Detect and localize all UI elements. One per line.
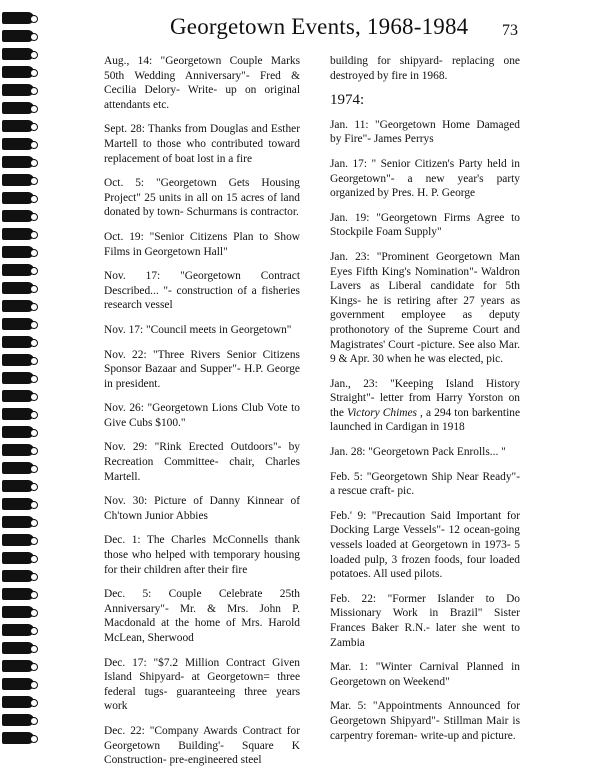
binding-coil — [2, 210, 34, 222]
binding-coil — [2, 282, 34, 294]
entry-text: Jan., 23: "Keeping Island History Straight"- letter from Harry Yorston on the — [330, 377, 520, 419]
entry: Dec. 1: The Charles McConnells thank those who helped with temporary housing for their children after their fire — [104, 534, 300, 576]
entry: Jan. 28: "Georgetown Pack Enrolls... " — [330, 446, 506, 459]
entry: Nov. 26: "Georgetown Lions Club Vote to Give Cubs $100." — [104, 402, 300, 429]
binding-coil — [2, 624, 34, 636]
entry: Nov. 22: "Three Rivers Senior Citizens Sponsor Bazaar and Supper"- H.P. George in president. — [104, 348, 300, 390]
entry — [330, 377, 520, 435]
binding-coil — [2, 246, 34, 258]
binding-coil — [2, 408, 34, 420]
year-heading: 1974: — [330, 92, 365, 109]
entry: Dec. 17: "$7.2 Million Contract Given Island Shipyard- at Georgetown= three federal tugs- guaranteeing three years work — [104, 656, 300, 713]
page-title: Georgetown Events, 1968-1984 — [170, 14, 469, 39]
binding-coil — [2, 354, 34, 366]
entry: Feb. 22: "Former Islander to Do Missionary Work in Brazil" Sister Frances Baker R.N.- later she went to Zambia — [330, 592, 520, 649]
binding-coil — [2, 264, 34, 276]
binding-coil — [2, 372, 34, 384]
binding-coil — [2, 156, 34, 168]
spiral-binding — [0, 0, 40, 746]
entry: Nov. 30: Picture of Danny Kinnear of Ch'town Junior Abbies — [104, 495, 300, 522]
binding-coil — [2, 498, 34, 510]
entry: Jan. 11: "Georgetown Home Damaged by Fire"- James Perrys — [330, 118, 520, 146]
entry: Sept. 28: Thanks from Douglas and Esther Martell to those who contributed toward replacement of boat lost in a fire — [104, 123, 300, 165]
entry-continuation: building for shipyard- replacing one destroyed by fire in 1968. — [330, 55, 520, 82]
binding-coil — [2, 318, 34, 330]
binding-coil — [2, 30, 34, 42]
binding-coil — [2, 462, 34, 474]
entry: Feb. 5: "Georgetown Ship Near Ready"- a rescue craft- pic. — [330, 470, 520, 498]
binding-coil — [2, 714, 34, 726]
entry: Mar. 1: "Winter Carnival Planned in Georgetown on Weekend" — [330, 661, 520, 688]
binding-coil — [2, 336, 34, 348]
binding-coil — [2, 426, 34, 438]
binding-coil — [2, 696, 34, 708]
entry: Feb.' 9: "Precaution Said Important for Docking Large Vessels"- 12 ocean-going vessels loaded at Georgetown in 1973- 5 loaded pulp, 3 frozen foods, four loaded potatoes. All used pilots. — [330, 509, 520, 581]
binding-coil — [2, 516, 34, 528]
ship-name: Victory Chimes — [347, 406, 417, 419]
binding-coil — [2, 570, 34, 582]
entry: Nov. 17: "Council meets in Georgetown" — [104, 323, 292, 336]
binding-coil — [2, 66, 34, 78]
binding-coil — [2, 192, 34, 204]
entry: Jan. 23: "Prominent Georgetown Man Eyes Fifth King's Nomination"- Waldron Lavers as Liberal candidate for 5th Kings- he is retiring after 27 years as government employee as deputy prothonotory of the Supreme Court and Magistrates' Court -picture. See also Mar. 9 & Apr. 30 when he was elected, pic. — [330, 250, 520, 366]
binding-coil — [2, 732, 34, 744]
binding-coil — [2, 102, 34, 114]
binding-coil — [2, 660, 34, 672]
entry: Oct. 19: "Senior Citizens Plan to Show Films in Georgetown Hall" — [104, 230, 300, 258]
binding-coil — [2, 138, 34, 150]
binding-coil — [2, 606, 34, 618]
binding-coil — [2, 444, 34, 456]
binding-coil — [2, 642, 34, 654]
entry: Oct. 5: "Georgetown Gets Housing Project" 25 units in all on 15 acres of land donated by town- Schurmans is contractor. — [104, 177, 300, 219]
binding-coil — [2, 480, 34, 492]
binding-coil — [2, 588, 34, 600]
binding-coil — [2, 12, 34, 24]
binding-coil — [2, 174, 34, 186]
binding-coil — [2, 534, 34, 546]
binding-coil — [2, 300, 34, 312]
entry: Mar. 5: "Appointments Announced for Georgetown Shipyard"- Stillman Mair is carpentry foreman- write-up and picture. — [330, 700, 520, 742]
right-column — [330, 54, 520, 753]
binding-coil — [2, 552, 34, 564]
entry: Dec. 22: "Company Awards Contract for Georgetown Building'- Square K Construction- pre-engineered steel — [104, 724, 300, 767]
binding-coil — [2, 678, 34, 690]
entry-text: , a 294 ton barkentine launched in Cardigan in 1918 — [330, 406, 521, 434]
entry: Nov. 29: "Rink Erected Outdoors"- by Recreation Committee- chair, Charles Martell. — [104, 441, 300, 483]
entry: Jan. 19: "Georgetown Firms Agree to Stockpile Foam Supply" — [330, 211, 520, 239]
binding-coil — [2, 120, 34, 132]
page-number: 73 — [502, 22, 518, 39]
left-column — [104, 54, 300, 778]
binding-coil — [2, 390, 34, 402]
entry: Jan. 17: " Senior Citizen's Party held in Georgetown"- a new year's party organized by Pres. H. P. George — [330, 157, 520, 200]
entry: Aug., 14: "Georgetown Couple Marks 50th Wedding Anniversary"- Fred & Cecilia Delory- Write- up on original attendants etc. — [104, 55, 300, 111]
binding-coil — [2, 228, 34, 240]
binding-coil — [2, 84, 34, 96]
entry: Dec. 5: Couple Celebrate 25th Anniversary"- Mr. & Mrs. John P. Macdonald at the home of Mrs. Harold McLean, Sherwood — [104, 588, 300, 644]
binding-coil — [2, 48, 34, 60]
entry: Nov. 17: "Georgetown Contract Described... "- construction of a fisheries research vessel — [104, 270, 300, 312]
